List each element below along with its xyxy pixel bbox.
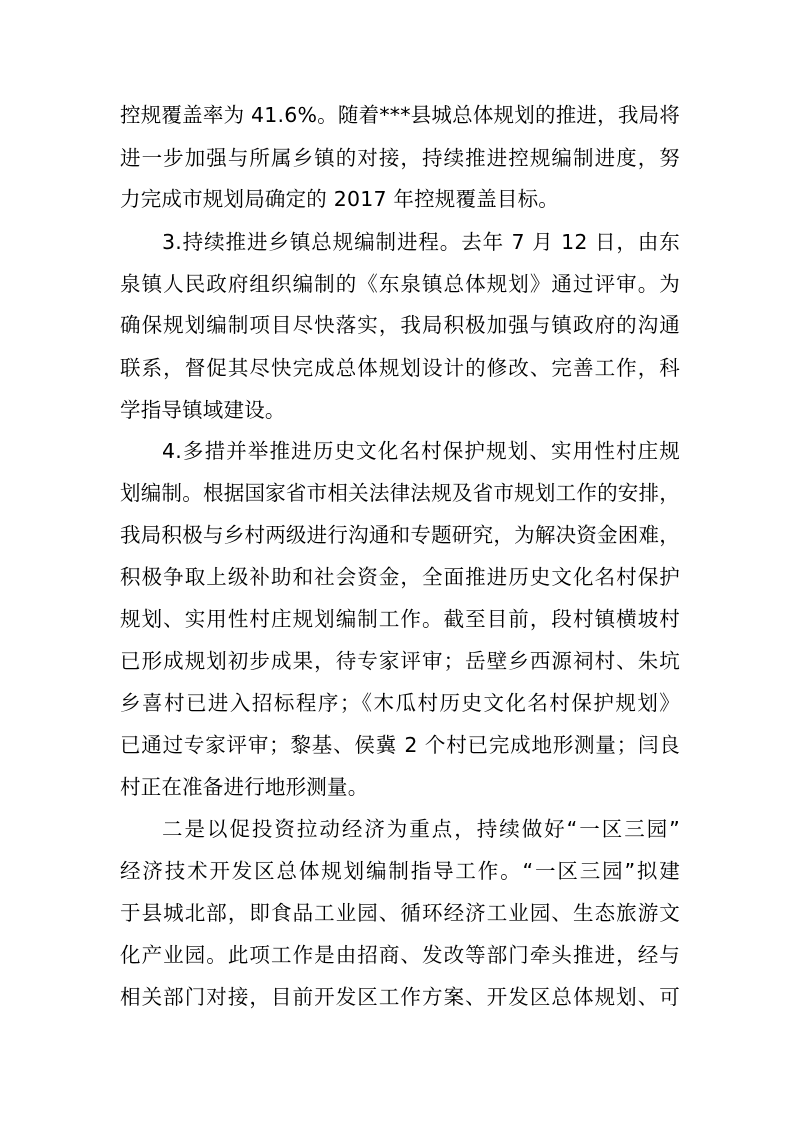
text-line: 力完成市规划局确定的 2017 年控规覆盖目标。 <box>120 187 560 211</box>
text-line: 联系，督促其尽快完成总体规划设计的修改、完善工作，科 <box>120 356 680 380</box>
text-line: 已通过专家评审；黎基、侯冀 2 个村已完成地形测量；闫良 <box>120 733 680 757</box>
text-line: 乡喜村已进入招标程序；《木瓜村历史文化名村保护规划》 <box>120 691 680 715</box>
text-line: 村正在准备进行地形测量。 <box>120 775 369 799</box>
text-line: 3.持续推进乡镇总规编制进程。去年 7 月 12 日，由东 <box>162 230 680 254</box>
text-line: 划编制。根据国家省市相关法律法规及省市规划工作的安排， <box>120 481 680 505</box>
text-line: 二是以促投资拉动经济为重点，持续做好“一区三园” <box>162 817 680 841</box>
text-line: 化产业园。此项工作是由招商、发改等部门牵头推进，经与 <box>120 943 680 967</box>
text-line: 于县城北部，即食品工业园、循环经济工业园、生态旅游文 <box>120 901 680 925</box>
text-line: 控规覆盖率为 41.6%。随着***县城总体规划的推进，我局将 <box>120 103 680 127</box>
text-line: 规划、实用性村庄规划编制工作。截至目前，段村镇横坡村 <box>120 607 680 631</box>
text-line: 进一步加强与所属乡镇的对接，持续推进控规编制进度，努 <box>120 146 680 170</box>
text-line: 积极争取上级补助和社会资金，全面推进历史文化名村保护 <box>120 565 680 589</box>
text-line: 相关部门对接，目前开发区工作方案、开发区总体规划、可 <box>120 985 680 1009</box>
text-line: 泉镇人民政府组织编制的《东泉镇总体规划》通过评审。为 <box>120 272 680 296</box>
text-line: 确保规划编制项目尽快落实，我局积极加强与镇政府的沟通 <box>120 313 680 337</box>
text-line: 学指导镇域建设。 <box>120 398 286 422</box>
text-line: 经济技术开发区总体规划编制指导工作。“一区三园”拟建 <box>120 859 680 883</box>
text-line: 已形成规划初步成果，待专家评审；岳壁乡西源祠村、朱坑 <box>120 649 680 673</box>
text-line: 4.多措并举推进历史文化名村保护规划、实用性村庄规 <box>162 439 680 463</box>
text-line: 我局积极与乡村两级进行沟通和专题研究，为解决资金困难， <box>120 523 680 547</box>
